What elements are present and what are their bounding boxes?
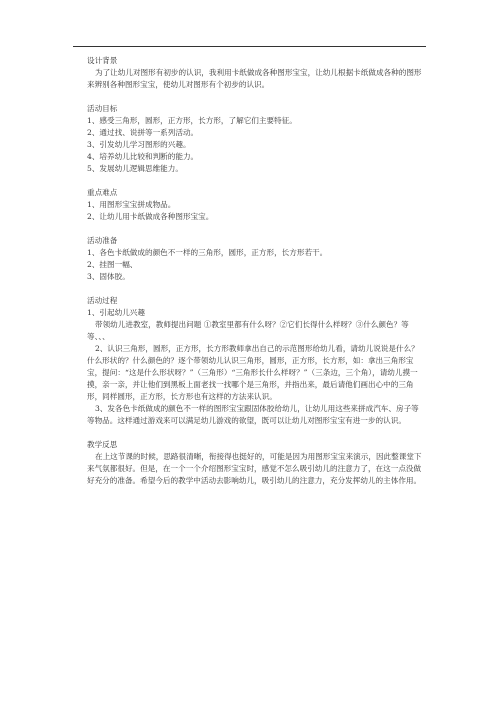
goal-item: 1、感受三角形，圆形，正方形，长方形，了解它们主要特征。 bbox=[87, 116, 297, 125]
goal-item: 2、通过找、说拼等一系列活动。 bbox=[87, 128, 199, 137]
design-heading: 设计背景 bbox=[87, 56, 118, 65]
prep-heading: 活动准备 bbox=[87, 236, 118, 245]
prep-item: 2、挂图一幅、 bbox=[87, 260, 138, 269]
prep-item: 3、固体胶。 bbox=[87, 272, 130, 281]
goals-heading: 活动目标 bbox=[87, 104, 118, 113]
goal-item: 3、引发幼儿学习图形的兴趣。 bbox=[87, 140, 191, 149]
reflection-heading: 教学反思 bbox=[87, 440, 118, 449]
header-rule bbox=[73, 46, 426, 47]
goal-item: 5、发展幼儿逻辑思维能力。 bbox=[87, 164, 183, 173]
key-item: 1、用图形宝宝拼成物品。 bbox=[87, 200, 176, 209]
process-step1-body: 带领幼儿进教室，教师提出问题 ①教室里都有什么呀？②它们长得什么样呀？③什么颜色？等等、、、 bbox=[87, 320, 409, 341]
key-item: 2、让幼儿用卡纸做成各种图形宝宝。 bbox=[87, 212, 214, 221]
goal-item: 4、培养幼儿比较和判断的能力。 bbox=[87, 152, 199, 161]
reflection-body: 在上这节课的时候，思路很清晰，衔接得也挺好的，可能是因为用图形宝宝来演示，因此整课堂下来气氛都很好。但是，在一个一个介绍图形宝宝时，感觉不怎么吸引幼儿的注意力了，在这一点没做好充分的准备。希望今后的教学中活动去影响幼儿，吸引幼儿的注意力，充分发挥幼儿的主体作用。 bbox=[87, 452, 422, 485]
prep-item: 1、各色卡纸做成的颜色不一样的三角形，圆形，正方形，长方形若干。 bbox=[87, 248, 328, 257]
process-step3: 3、发各色卡纸做成的颜色不一样的图形宝宝跟固体胶给幼儿，让幼儿用这些来拼成汽车、房子等等物品。这样通过游戏来可以满足幼儿游戏的欲望，既可以让幼儿对图形宝宝有进一步的认识。 bbox=[87, 404, 419, 425]
key-heading: 重点难点 bbox=[87, 188, 118, 197]
process-step2: 2、认识三角形，圆形，正方形，长方形教师拿出自己的示范图形给幼儿看，请幼儿说说是什么？什么形状的？什么颜色的？逐个带领幼儿认识三角形，圆形，正方形，长方形，如：拿出三角形宝宝，提问：“这是什么形状呀？”（三角形）“三角形长什么样呀？”（三条边，三个角），请幼儿摸一摸，亲一亲，并让他们到黑板上面老找一找哪个是三角形，并指出来，最后请他们画出心中的三角形，同样圆形，正方形，长方形也有这样的方法来认识。 bbox=[87, 344, 419, 401]
process-step1-title: 1、引起幼儿兴趣 bbox=[87, 308, 145, 317]
design-body: 为了让幼儿对图形有初步的认识，我利用卡纸做成各种图形宝宝，让幼儿根据卡纸做成各种的图形来辨别各种图形宝宝，使幼儿对图形有个初步的认识。 bbox=[87, 68, 422, 89]
process-heading: 活动过程 bbox=[87, 296, 118, 305]
document-body bbox=[87, 55, 423, 487]
